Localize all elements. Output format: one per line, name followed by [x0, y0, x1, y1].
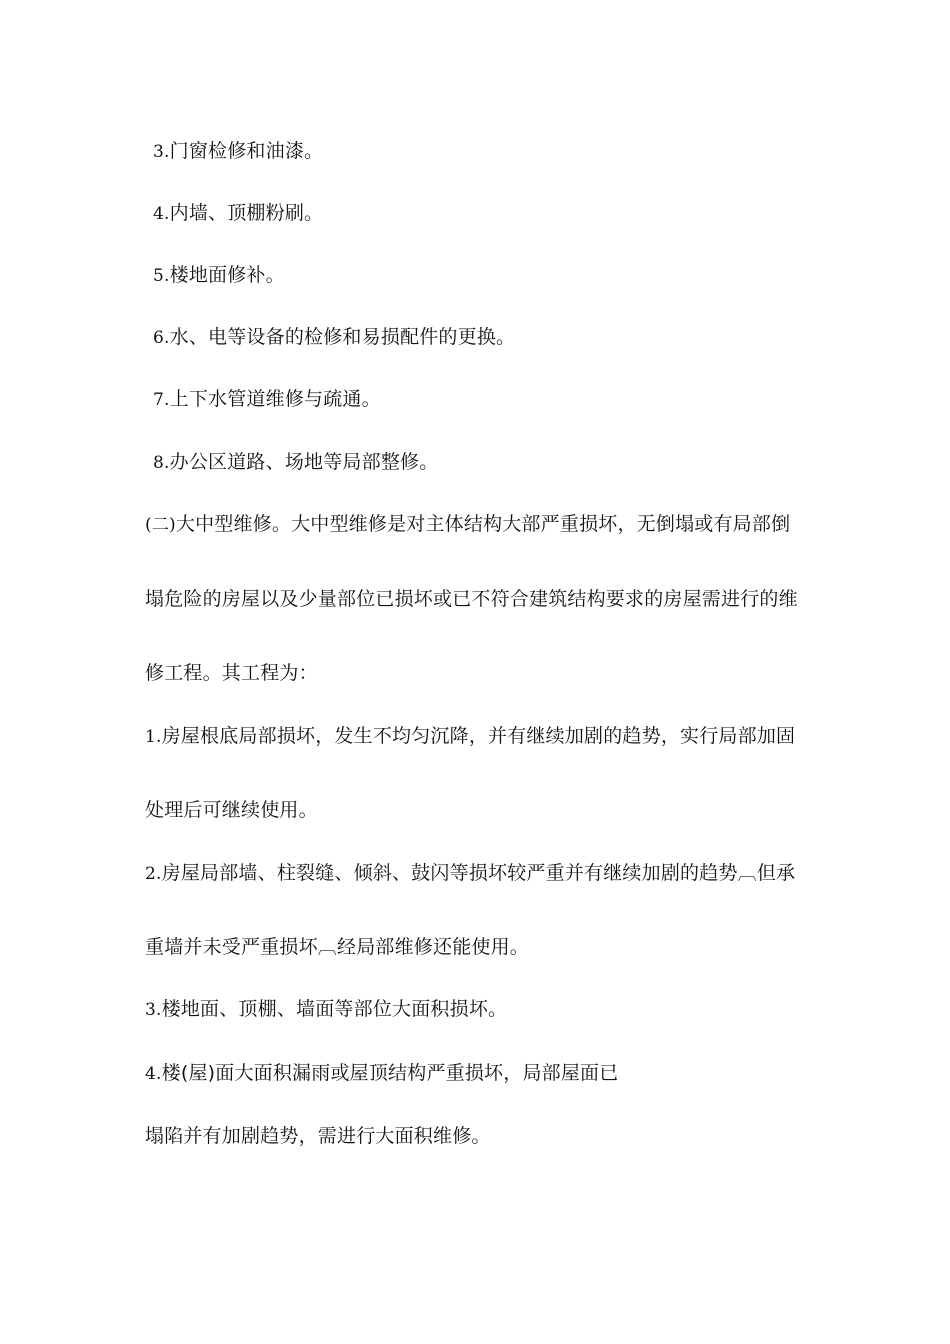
list-item-continuation: 重墙并未受严重损坏︹经局部维修还能使用。 [145, 936, 530, 958]
list-item [153, 325, 515, 350]
list-item-continuation: 塌陷并有加剧趋势，需进行大面积维修。 [145, 1125, 491, 1147]
list-item [145, 724, 795, 749]
item-text: 房屋局部墙、柱裂缝、倾斜、鼓闪等损坏较严重并有继续加剧的趋势︹但承 [161, 862, 796, 884]
item-text: 上下水管道维修与疏通。 [169, 388, 381, 410]
section-heading-line [145, 512, 790, 537]
list-item [153, 139, 323, 164]
paragraph-line: 修工程。其工程为： [145, 662, 318, 684]
list-item [153, 387, 381, 412]
item-text: 内墙、顶棚粉刷。 [169, 202, 324, 224]
item-number: 6. [153, 328, 170, 348]
item-number: 4. [153, 204, 170, 224]
item-text: 房屋根底局部损坏，发生不均匀沉降，并有继续加剧的趋势，实行局部加固 [161, 725, 796, 747]
item-number: 3. [153, 142, 170, 162]
item-text: 楼地面、顶棚、墙面等部位大面积损坏。 [161, 998, 508, 1020]
item-text: 楼(屋)面大面积漏雨或屋顶结构严重损坏，局部屋面已 [161, 1062, 619, 1084]
paragraph-line: 塌危险的房屋以及少量部位已损坏或已不符合建筑结构要求的房屋需进行的维 [145, 588, 798, 610]
list-item [145, 997, 507, 1022]
item-number: 4. [145, 1064, 162, 1084]
item-number: 3. [145, 1000, 162, 1020]
list-item [145, 1061, 618, 1086]
item-number: 7. [153, 390, 170, 410]
item-text: 楼地面修补。 [169, 264, 285, 286]
list-item [145, 861, 795, 886]
list-item [153, 263, 285, 288]
list-item [153, 450, 438, 475]
list-item-continuation: 处理后可继续使用。 [145, 799, 318, 821]
item-text: 门窗检修和油漆。 [169, 140, 324, 162]
section-text: 大中型维修。大中型维修是对主体结构大部严重损坏，无倒塌或有局部倒 [175, 513, 791, 535]
item-number: 5. [153, 266, 170, 286]
item-number: 8. [153, 453, 170, 473]
item-number: 1. [145, 727, 162, 747]
item-number: 2. [145, 864, 162, 884]
item-text: 水、电等设备的检修和易损配件的更换。 [169, 326, 516, 348]
list-item [153, 201, 323, 226]
item-text: 办公区道路、场地等局部整修。 [169, 451, 439, 473]
section-number: (二) [145, 515, 176, 535]
